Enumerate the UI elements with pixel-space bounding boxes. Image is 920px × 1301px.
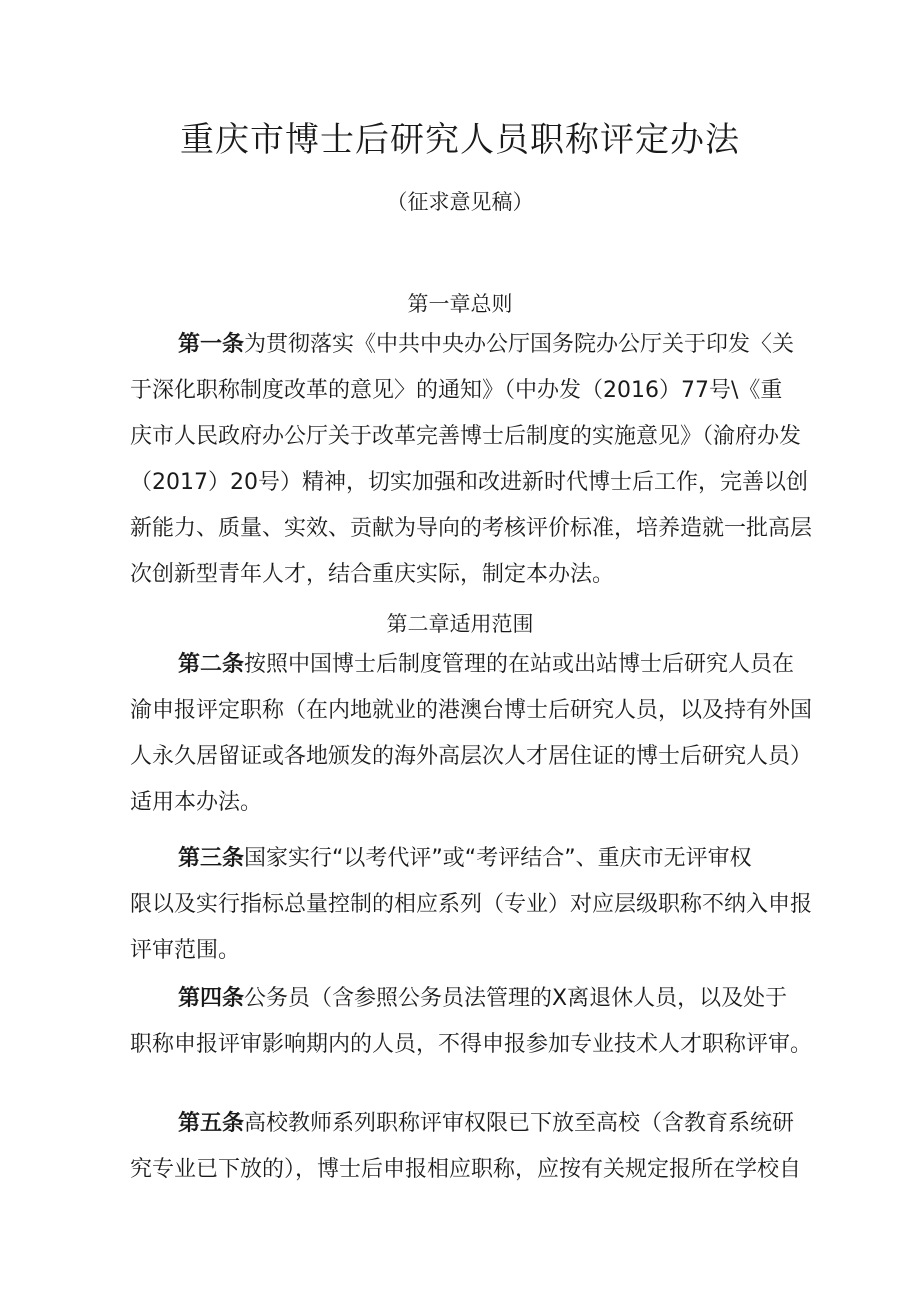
article-line: 职称申报评审影响期内的人员，不得申报参加专业技术人才职称评审。	[130, 1032, 813, 1057]
article-line	[130, 976, 798, 1022]
article-line: 评审范围。	[130, 938, 241, 963]
article-line	[130, 322, 798, 368]
article-line: 庆市人民政府办公厅关于改革完善博士后制度的实施意见》（渝府办发	[130, 424, 802, 449]
article-2	[130, 642, 813, 826]
article-5	[130, 1101, 802, 1193]
article-line	[130, 642, 798, 688]
article-line	[130, 836, 798, 882]
article-line: 人永久居留证或各地颁发的海外高层次人才居住证的博士后研究人员）	[130, 744, 813, 769]
article-label: 第四条	[178, 986, 245, 1011]
article-3	[130, 836, 813, 974]
chapter-heading-1: 第一章总则	[407, 292, 513, 316]
chapter-heading-2: 第二章适用范围	[386, 612, 534, 636]
article-text: 高校教师系列职称评审权限已下放至高校（含教育系统研	[244, 1111, 795, 1136]
article-line: 究专业已下放的），博士后申报相应职称，应按有关规定报所在学校自	[130, 1157, 802, 1182]
article-1	[130, 322, 813, 598]
article-text: 按照中国博士后制度管理的在站或出站博士后研究人员在	[244, 652, 795, 677]
article-line: 于深化职称制度改革的意见〉的通知》（中办发（2016）77号\《重	[130, 378, 783, 403]
article-text: 为贯彻落实《中共中央办公厅国务院办公厅关于印发〈关	[244, 332, 795, 357]
article-line: 新能力、质量、实效、贡献为导向的考核评价标准，培养造就一批高层	[130, 516, 813, 541]
article-line: （2017）20号）精神，切实加强和改进新时代博士后工作，完善以创	[130, 470, 808, 495]
article-text: 国家实行“以考代评”或“考评结合”、重庆市无评审权	[244, 846, 752, 871]
article-label: 第五条	[178, 1111, 245, 1136]
article-line: 适用本办法。	[130, 790, 263, 815]
document-title: 重庆市博士后研究人员职称评定办法	[180, 120, 740, 160]
article-line: 次创新型青年人才，结合重庆实际，制定本办法。	[130, 562, 615, 587]
article-4	[130, 976, 813, 1068]
article-text: 公务员（含参照公务员法管理的X离退休人员，以及处于	[244, 986, 788, 1011]
article-line: 渝申报评定职称（在内地就业的港澳台博士后研究人员，以及持有外国	[130, 698, 813, 723]
article-label: 第一条	[178, 332, 245, 357]
article-label: 第三条	[178, 846, 245, 871]
article-label: 第二条	[178, 652, 245, 677]
document-subtitle: （征求意见稿）	[386, 190, 534, 214]
article-line: 限以及实行指标总量控制的相应系列（专业）对应层级职称不纳入申报	[130, 892, 813, 917]
article-line	[130, 1101, 798, 1147]
